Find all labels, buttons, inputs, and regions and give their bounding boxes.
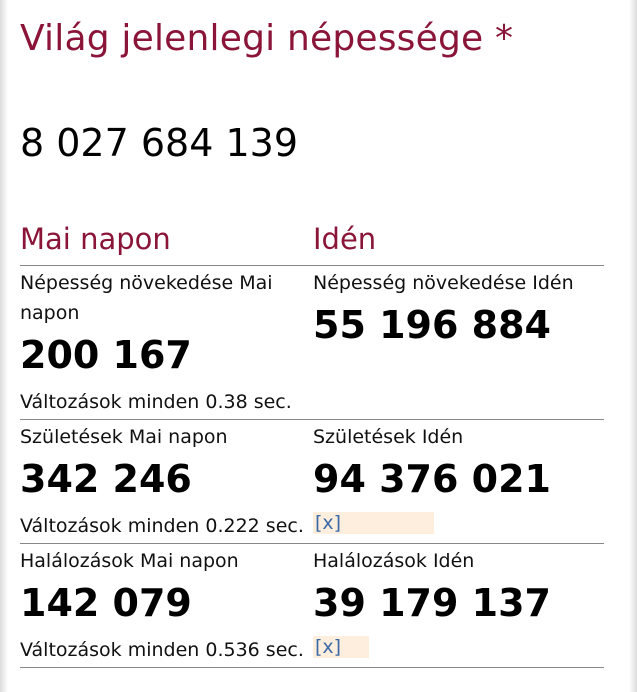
growth-year-value: 55 196 884 <box>313 303 551 347</box>
births-year-value: 94 376 021 <box>313 457 551 501</box>
page-right-shadow <box>629 0 637 692</box>
growth-today-label: Népesség növekedése Mai napon <box>20 272 273 324</box>
growth-year-label: Népesség növekedése Idén <box>313 272 574 294</box>
divider <box>20 667 604 668</box>
births-today-value: 342 246 <box>20 457 192 501</box>
divider <box>20 419 604 420</box>
world-population-counter: 8 027 684 139 <box>20 121 299 165</box>
deaths-year-value: 39 179 137 <box>313 581 551 625</box>
deaths-today-value: 142 079 <box>20 581 192 625</box>
deaths-today-label: Halálozások Mai napon <box>20 550 239 572</box>
growth-today-note: Változások minden 0.38 sec. <box>20 391 292 413</box>
divider <box>20 265 604 266</box>
births-today-note: Változások minden 0.222 sec. <box>20 515 304 537</box>
births-today-label: Születések Mai napon <box>20 426 228 448</box>
today-heading: Mai napon <box>20 222 171 256</box>
growth-today-value: 200 167 <box>20 333 192 377</box>
page-title: Világ jelenlegi népessége * <box>20 18 514 59</box>
divider <box>20 543 604 544</box>
deaths-today-note: Változások minden 0.536 sec. <box>20 639 304 661</box>
this-year-heading: Idén <box>313 222 377 256</box>
deaths-info-link[interactable]: [x] <box>313 636 369 658</box>
births-info-link[interactable]: [x] <box>313 512 434 534</box>
deaths-year-label: Halálozások Idén <box>313 550 475 572</box>
births-year-label: Születések Idén <box>313 426 464 448</box>
page-left-shadow <box>0 0 8 692</box>
